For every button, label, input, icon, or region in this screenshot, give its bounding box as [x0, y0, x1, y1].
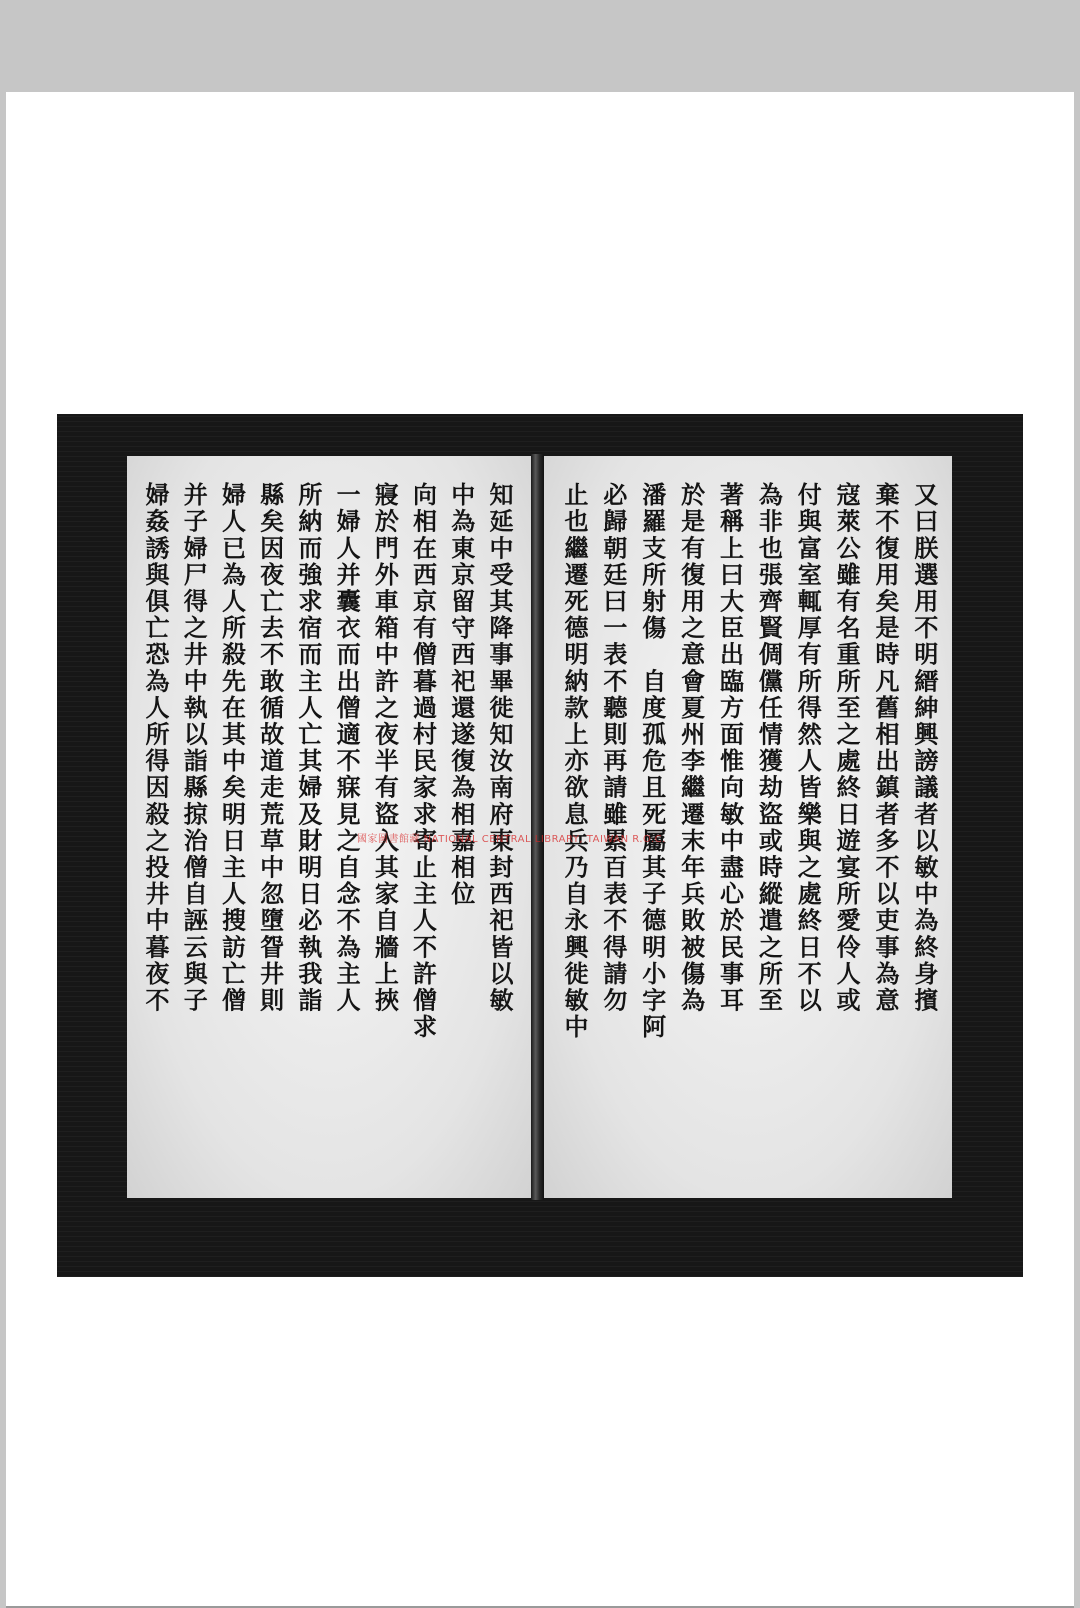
- left-page-column: 中為東京留守西祀還遂復為相嘉相位: [446, 482, 476, 908]
- right-text-block: [558, 482, 940, 1122]
- right-page-column: 又曰朕選用不明縉紳興謗議者以敏中為終身擯: [909, 482, 939, 1014]
- right-page-column: 於是有復用之意會夏州李繼遷末年兵敗被傷為: [676, 482, 706, 1014]
- right-page-column: 付與富室輒厚有所得然人皆樂與之處終日不以: [793, 482, 823, 1014]
- right-page-column: 止也繼遷死德明納款上亦欲息兵乃自永興徙敏中: [560, 482, 589, 1041]
- right-page-column: 棄不復用矣是時凡舊相出鎮者多不以吏事為意: [871, 482, 900, 1014]
- left-page-column: 婦人已為人所殺先在其中矣明日主人搜訪亡僧: [217, 482, 247, 1014]
- left-page-column: 縣矣因夜亡去不敢循故道走荒草中忽墮眢井則: [255, 482, 285, 1014]
- left-page-column: 所納而強求宿而主人亡其婦及財明日必執我詣: [293, 482, 323, 1014]
- left-page-column: 寢於門外車箱中許之夜半有盜入其家自牆上挾: [370, 482, 400, 1014]
- right-page-column: 必歸朝廷曰一表不聽則再請雖累百表不得請勿: [598, 482, 628, 1014]
- right-page-column: 著稱上曰大臣出臨方面惟向敏中盡心於民事耳: [715, 482, 745, 1014]
- right-page-column: 寇萊公雖有名重所至之處終日遊宴所愛伶人或: [832, 482, 862, 1014]
- page-canvas: [6, 92, 1074, 1608]
- left-page-column: 知延中受其降事畢徙知汝南府東封西祀皆以敏: [484, 482, 514, 1014]
- left-page-column: 一婦人并囊衣而出僧適不寐見之自念不為主人: [332, 482, 362, 1014]
- scanned-book-image: [57, 414, 1023, 1277]
- left-text-block: [139, 482, 515, 1122]
- right-leaf: [544, 456, 952, 1198]
- book-gutter: [531, 454, 544, 1200]
- left-page-column: 并子婦尸得之井中執以詣縣掠治僧自誣云與子: [179, 482, 209, 1014]
- left-page-column: 婦姦誘與俱亡恐為人所得因殺之投井中暮夜不: [141, 482, 170, 1014]
- right-page-column: 潘羅支所射傷 自度孤危且死屬其子德明小字阿: [637, 482, 667, 1041]
- left-leaf: [127, 456, 531, 1198]
- right-page-column: 為非也張齊賢倜儻任情獲劫盜或時縱遣之所至: [754, 482, 784, 1014]
- left-page-column: 向相在西京有僧暮過村民家求寄止主人不許僧求: [408, 482, 438, 1041]
- library-watermark-text: 國家圖書館藏 NATIONAL CENTRAL LIBRARY, TAIWAN R.O.C.: [357, 834, 666, 845]
